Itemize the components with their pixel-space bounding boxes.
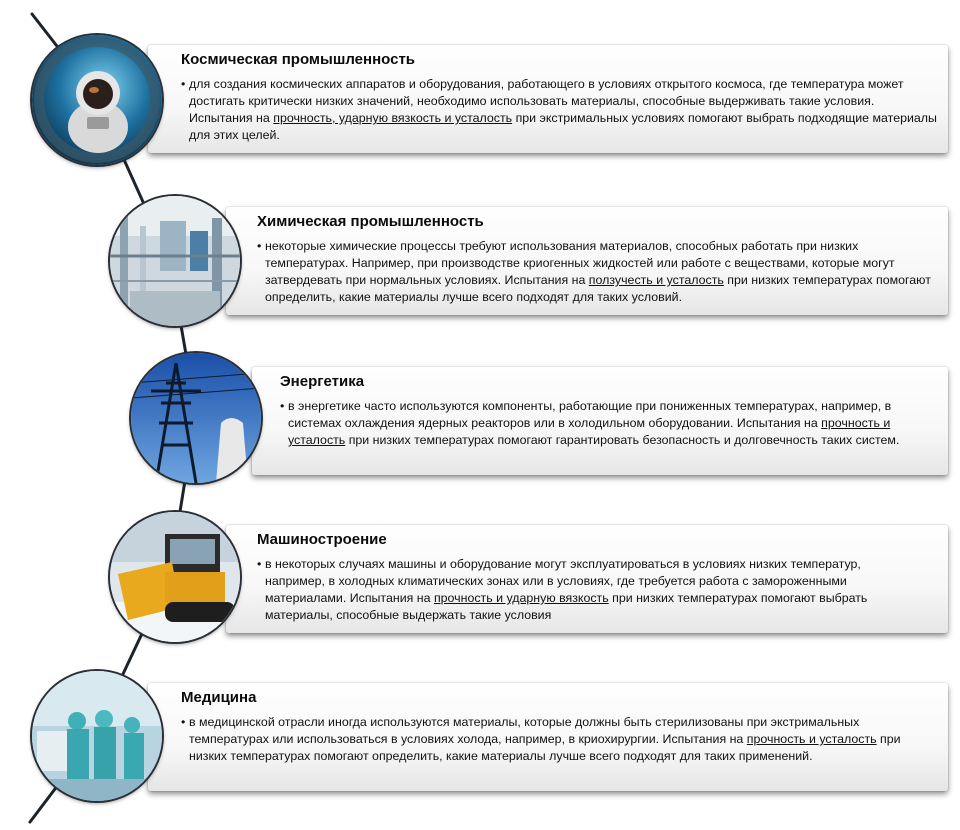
card-title: Энергетика xyxy=(280,373,365,390)
snow-machine-image xyxy=(110,512,240,642)
card-chemical-industry xyxy=(226,207,948,315)
description-text-end: при низких температурах помогают выбрать материалы, способные выдержать такие условия xyxy=(265,591,868,622)
card-description xyxy=(181,714,929,765)
card-medicine xyxy=(148,683,948,791)
card-description xyxy=(257,238,937,306)
bullet: • xyxy=(257,239,262,253)
description-text: некоторые химические процессы требуют использования материалов, способных работать при низких температурах. Например, при производстве криогенных жидкостей или работе с веществами, которые могут затвердевать при нормальных условиях. Испытания на xyxy=(265,239,895,287)
card-space-industry xyxy=(148,45,948,153)
chemical-plant-image xyxy=(110,196,240,326)
description-text: для создания космических аппаратов и оборудования, работающего в условиях открытого космоса, где температура может достигать критически низких значений, необходимо использовать материалы, способные выдерживать такие условия. Испытания на xyxy=(189,77,904,125)
description-text-end: при низких температурах помогают гарантировать безопасность и долговечность таких систем. xyxy=(345,433,900,447)
card-content xyxy=(181,683,941,791)
astronaut-image xyxy=(32,35,162,165)
card-title: Медицина xyxy=(181,689,257,706)
card-description xyxy=(280,398,920,449)
card-machine-building xyxy=(226,525,948,633)
description-text: в медицинской отрасли иногда используются материалы, которые должны быть стерилизованы при экстримальных температурах или использоваться в условиях холода, например, в криохирургии. Испытания на xyxy=(189,715,860,746)
card-content xyxy=(257,207,942,315)
card-title: Космическая промышленность xyxy=(181,51,416,68)
description-text-end: при низких температурах помогают определить, какие материалы лучше всего подходят для таких применений. xyxy=(189,732,901,763)
tests-underlined: прочность и усталость xyxy=(288,416,891,447)
bullet: • xyxy=(280,399,285,413)
card-content xyxy=(181,45,941,153)
description-text-end: при экстримальных условиях помогают выбрать подходящие материалы для этих целей. xyxy=(189,111,937,142)
tests-underlined: прочность и ударную вязкость xyxy=(433,591,609,605)
description-text-end: при низких температурах помогают определить, какие материалы лучше всего подходят для таких условий. xyxy=(265,273,931,304)
description-text: в энергетике часто используются компоненты, работающие при пониженных температурах, например, в системах охлаждения ядерных реакторов или в холодильном оборудовании. Испытания на xyxy=(288,399,892,430)
card-description xyxy=(257,556,902,624)
tests-underlined: прочность и усталость xyxy=(746,732,877,746)
card-content xyxy=(280,367,942,475)
tests-underlined: ползучесть и усталость xyxy=(588,273,724,287)
bullet: • xyxy=(181,77,186,91)
card-title: Машиностроение xyxy=(257,531,387,548)
card-content xyxy=(257,525,942,633)
medical-lab-image xyxy=(32,671,162,801)
tests-underlined: прочность, ударную вязкость и усталость xyxy=(273,111,513,125)
bullet: • xyxy=(181,715,186,729)
card-title: Химическая промышленность xyxy=(257,213,484,230)
card-description xyxy=(181,76,939,144)
card-energy xyxy=(252,367,948,475)
description-text: в некоторых случаях машины и оборудование могут эксплуатироваться в условиях низких температур, например, в холодных климатических зонах или в условиях, где требуется работа с замороженными материалами. Испытания на xyxy=(265,557,861,605)
bullet: • xyxy=(257,557,262,571)
power-tower-image xyxy=(131,353,261,483)
